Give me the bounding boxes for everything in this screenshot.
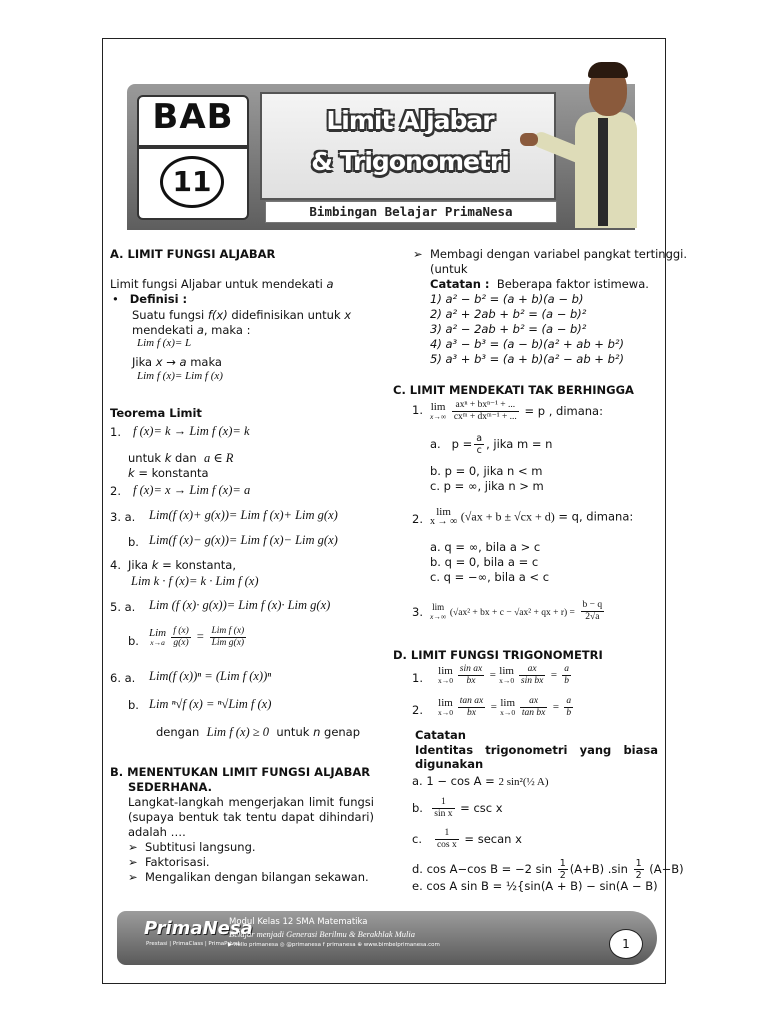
chapter-title-line2: & Trigonometri	[311, 147, 509, 176]
teorema-6-condition: dengan Lim f (x) ≥ 0 untuk n genap	[156, 725, 361, 739]
identity-c: c. $\frac{1}{\text{cos x}}$ = secan x	[412, 828, 522, 850]
teorema-4-number: 4.	[110, 558, 121, 572]
faktor-item: 3) a² − 2ab + b² = (a − b)²	[430, 322, 587, 336]
teorema-5a-formula: Lim (f (x)· g(x))= Lim f (x)· Lim g(x)	[149, 598, 331, 612]
teorema-1-number: 1.	[110, 425, 121, 439]
c2-number: 2.	[412, 512, 423, 526]
c1-c: c. p = ∞, jika n > m	[430, 479, 544, 493]
teorema-1-note1: untuk k dan a ∈ R	[128, 451, 234, 465]
d2-formula: lim x→0 $\frac{\text{tan ax}}{bx}$ = lim x→0 $\frac{ax}{\text{tan bx}}$ = $\frac{a}{b}$	[438, 696, 572, 718]
teorema-3-number: 3. a.	[110, 510, 136, 524]
section-d-heading: D. LIMIT FUNGSI TRIGONOMETRI	[393, 648, 603, 662]
step-4-line2: (untuk	[430, 262, 468, 276]
teorema-3a-formula: Lim(f (x)+ g(x))= Lim f (x)+ Lim g(x)	[149, 508, 338, 522]
c2-b: b. q = 0, bila a = c	[430, 555, 539, 569]
chapter-label: BAB	[152, 97, 234, 137]
identity-e: e. cos A sin B = ½{sin(A + B) − sin(A − B)	[412, 879, 658, 893]
footer-social-links: ▶ hello primanesa ◎ @primanesa f primanesa ⊕ www.bimbelprimanesa.com	[228, 942, 440, 948]
identity-a: a. 1 − cos A = 2 sin²(½ A)	[412, 774, 549, 788]
teorema-2-formula: f (x)= x → Lim f (x)= a	[133, 483, 251, 497]
c2-c: c. q = −∞, bila a < c	[430, 570, 550, 584]
chapter-divider	[137, 145, 249, 149]
teorema-2-number: 2.	[110, 484, 121, 498]
teorema-4-formula: Lim k · f (x)= k · Lim f (x)	[131, 574, 259, 588]
identity-d: d. cos A−cos B = −2 sin $\frac{1}{2}$ (A+B) .sin $\frac{1}{2}$ (A−B)	[412, 858, 684, 881]
teorema-4-text: Jika k = konstanta,	[128, 558, 236, 572]
d1-formula: lim x→0 $\frac{\text{sin ax}}{bx}$ = lim x→0 $\frac{ax}{\text{sin bx}}$ = $\frac{a}{b}$	[438, 664, 569, 686]
faktor-item: 5) a³ + b³ = (a + b)(a² − ab + b²)	[430, 352, 624, 366]
teorema-6b-formula: Lim ⁿ√f (x) = ⁿ√Lim f (x)	[149, 697, 272, 711]
teorema-3b-formula: Lim(f (x)− g(x))= Lim f (x)− Lim g(x)	[149, 533, 338, 547]
c1-b: b. p = 0, jika n < m	[430, 464, 543, 478]
faktor-item: 1) a² − b² = (a + b)(a − b)	[430, 292, 584, 306]
teorema-3b-label: b.	[128, 535, 139, 549]
teorema-1-formula: f (x)= k → Lim f (x)= k	[133, 424, 250, 438]
identity-b: b. $\frac{1}{\text{sin x}}$ = csc x	[412, 797, 503, 819]
teorema-heading: Teorema Limit	[110, 406, 202, 420]
teorema-1-note2: k = konstanta	[128, 466, 209, 480]
teorema-5b-formula: Lim x→a $\frac{f (x)}{g(x)}$ = $\frac{\text{Lim f (x)}}{\text{Lim g(x)}}$	[149, 626, 245, 648]
definisi-formula2: Lim f (x)= Lim f (x)	[137, 370, 223, 382]
section-b-heading2: SEDERHANA.	[128, 780, 213, 794]
teorema-6a-formula: Lim(f (x))ⁿ = (Lim f (x))ⁿ	[149, 669, 272, 683]
c1-number: 1.	[412, 403, 423, 417]
definisi-jika: Jika x → a maka	[132, 355, 222, 369]
section-a-intro: Limit fungsi Aljabar untuk mendekati a	[110, 277, 334, 291]
section-c-heading: C. LIMIT MENDEKATI TAK BERHINGGA	[393, 383, 634, 397]
definisi-line2: mendekati a, maka :	[132, 323, 251, 337]
section-b-heading1: B. MENENTUKAN LIMIT FUNGSI ALJABAR	[110, 765, 371, 779]
section-b-p2: (supaya bentuk tak tentu dapat dihindari)	[128, 810, 374, 824]
step-item: ➢ Mengalikan dengan bilangan sekawan.	[128, 870, 369, 884]
teorema-5-number: 5. a.	[110, 600, 136, 614]
c1-a: a. p = $\frac{a}{c}$ , jika m = n	[430, 433, 553, 456]
c1-formula: lim x→∞ $\frac{\text{axⁿ + bxⁿ⁻¹ + ...}}{\text{cxᵐ + dxᵐ⁻¹ + ...}}$ = p , dimana:	[430, 400, 603, 422]
teorema-6-number: 6. a.	[110, 671, 136, 685]
catatan-line: Catatan : Beberapa faktor istimewa.	[430, 277, 649, 291]
faktor-item: 4) a³ − b³ = (a − b)(a² + ab + b²)	[430, 337, 624, 351]
c2-formula: lim x → ∞ (√ax + b ± √cx + d) = q, dimana:	[430, 506, 634, 527]
section-b-p1: Langkat-langkah mengerjakan limit fungsi	[128, 795, 374, 809]
c3-number: 3.	[412, 605, 423, 619]
d2-number: 2.	[412, 703, 423, 717]
identitas-line1: Identitas trigonometri yang biasa	[415, 743, 658, 757]
footer-logo-tagline: Prestasi | PrimaClass | PrimaPrivat	[146, 941, 240, 947]
step-item: ➢ Membagi dengan variabel pangkat tertinggi.	[413, 247, 688, 261]
footer-module-line: Modul Kelas 12 SMA Matematika	[229, 917, 368, 927]
definisi-formula: Lim f (x)= L	[137, 337, 192, 349]
c2-a: a. q = ∞, bila a > c	[430, 540, 541, 554]
section-a-heading: A. LIMIT FUNGSI ALJABAR	[110, 247, 276, 261]
chapter-number: 11	[160, 156, 224, 208]
step-item: ➢ Faktorisasi.	[128, 855, 210, 869]
subtitle: Bimbingan Belajar PrimaNesa	[309, 204, 513, 219]
teorema-5b-label: b.	[128, 634, 139, 648]
faktor-item: 2) a² + 2ab + b² = (a − b)²	[430, 307, 587, 321]
definisi-line1: Suatu fungsi f(x) didefinisikan untuk x	[132, 308, 352, 322]
d1-number: 1.	[412, 671, 423, 685]
chapter-title-line1: Limit Aljabar	[326, 106, 494, 135]
identitas-line2: digunakan	[415, 757, 484, 771]
footer-logo: PrimaNesa	[144, 918, 253, 939]
c3-formula: lim x→∞ (√ax² + bx + c − √ax² + qx + r) = $\frac{b - q}{2√a}$	[430, 600, 603, 622]
teorema-6b-label: b.	[128, 698, 139, 712]
page-number: 1	[609, 929, 643, 959]
section-b-p3: adalah ….	[128, 825, 186, 839]
step-item: ➢ Subtitusi langsung.	[128, 840, 256, 854]
footer-motto: Belajar menjadi Generasi Berilmu & Berakhlak Mulia	[229, 929, 416, 939]
definisi-label: • Definisi :	[112, 292, 188, 306]
catatan-heading: Catatan	[415, 728, 466, 742]
